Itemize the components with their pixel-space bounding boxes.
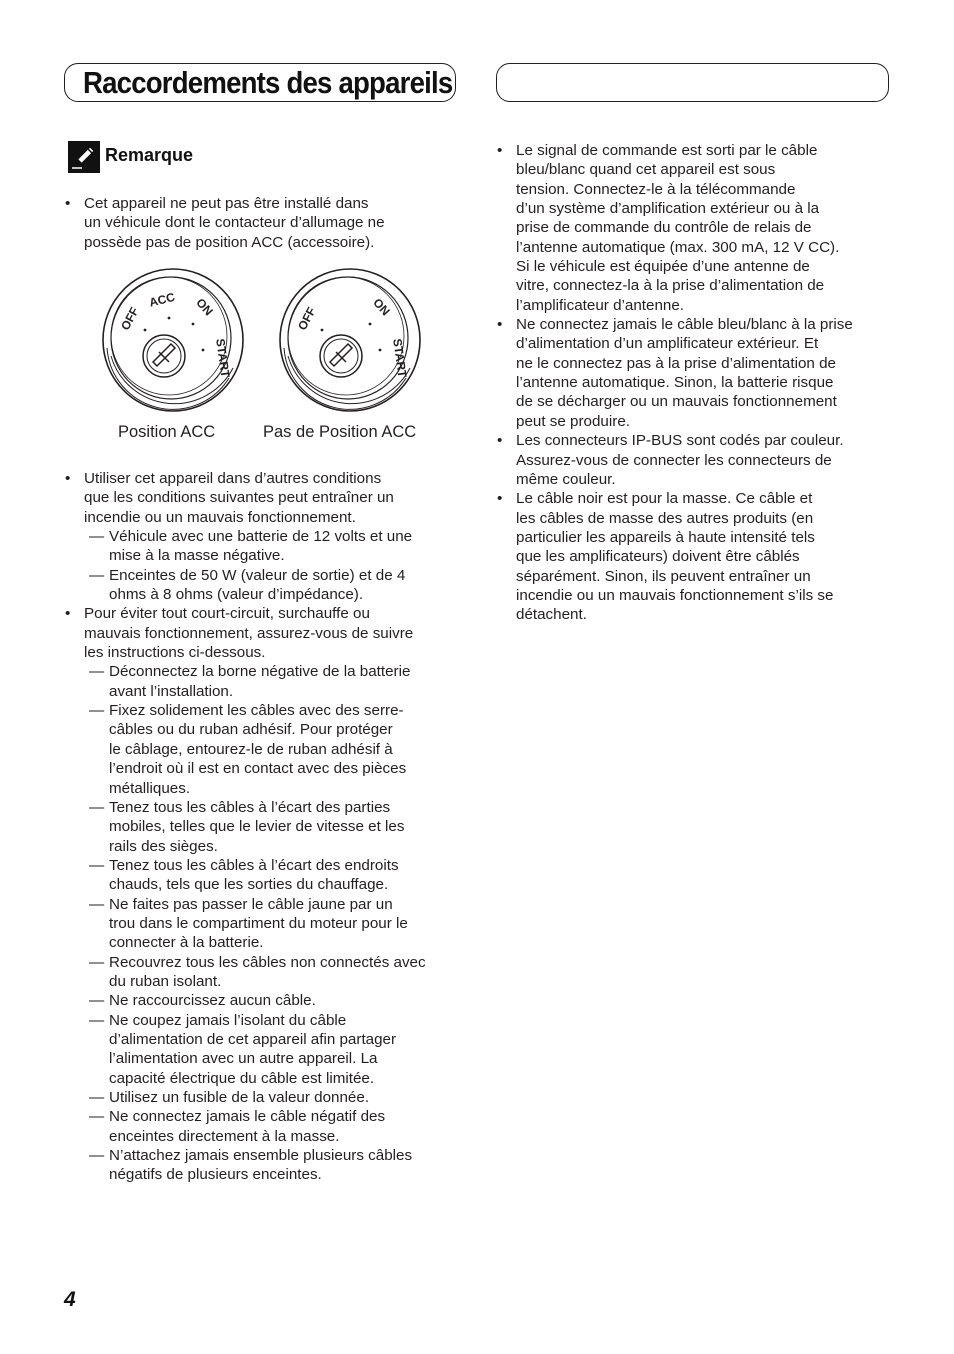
bullet-line: l’antenne automatique (max. 300 mA, 12 V CC).	[516, 238, 840, 256]
bullet-line: l’antenne automatique. Sinon, la batterie risque	[516, 374, 834, 392]
caption-no-position-acc: Pas de Position ACC	[263, 423, 417, 441]
ignition-switch-acc-figure	[101, 268, 245, 413]
bullet-line: • Utiliser cet appareil dans d’autres conditions	[65, 469, 426, 488]
bullet-line: incendie ou un mauvais fonctionnement s’ils se	[516, 586, 834, 604]
dash-line: chauds, tels que les sorties du chauffage.	[109, 876, 389, 894]
page-title: Raccordements des appareils	[83, 65, 453, 100]
bullet-line: peut se produire.	[516, 412, 630, 430]
bullet-line: un véhicule dont le contacteur d’allumage ne	[84, 214, 385, 232]
switch-label-on: ON	[370, 295, 393, 319]
bullet-line: que les amplificateurs) doivent être câblés	[516, 548, 800, 566]
dash-line: capacité électrique du câble est limitée.	[109, 1069, 375, 1087]
dash-line: ohms à 8 ohms (valeur d’impédance).	[109, 586, 364, 604]
ignition-switch-no-acc-figure	[278, 268, 422, 413]
bullet-line: • Les connecteurs IP-BUS sont codés par couleur.	[497, 431, 853, 450]
bullet-line: ne le connectez pas à la prise d’alimentation de	[516, 354, 836, 372]
bullet-line: l’amplificateur d’antenne.	[516, 296, 685, 314]
bullet-line: que les conditions suivantes peut entraîner un	[84, 489, 394, 507]
bullet-line: mauvais fonctionnement, assurez-vous de suivre	[84, 624, 414, 642]
bullet-line: de se décharger ou un mauvais fonctionnement	[516, 393, 837, 411]
dash-line: mise à la masse négative.	[109, 547, 285, 565]
bullet-line: particulier les appareils à haute intensité tels	[516, 528, 815, 546]
dash-line: — Véhicule avec une batterie de 12 volts et une	[84, 527, 426, 546]
dash-line: l’alimentation avec un autre appareil. La	[109, 1050, 378, 1068]
dash-line: du ruban isolant.	[109, 972, 222, 990]
bullet-line: • Le câble noir est pour la masse. Ce câble et	[497, 489, 853, 508]
dash-line: — Tenez tous les câbles à l’écart des endroits	[84, 856, 426, 875]
bullet-line: prise de commande du contrôle de relais de	[516, 219, 812, 237]
dash-line: rails des sièges.	[109, 837, 218, 855]
dash-line: métalliques.	[109, 779, 191, 797]
page-number: 4	[64, 1288, 76, 1311]
switch-label-on: ON	[193, 295, 216, 319]
bullet-line: Si le véhicule est équipée d’une antenne de	[516, 258, 810, 276]
dash-line: — Tenez tous les câbles à l’écart des parties	[84, 798, 426, 817]
bullet-line: • Pour éviter tout court-circuit, surchauffe ou	[65, 604, 426, 623]
bullet-line: séparément. Sinon, ils peuvent entraîner un	[516, 567, 811, 585]
dash-line: — Ne faites pas passer le câble jaune par un	[84, 895, 426, 914]
bullet-line: vitre, connectez-la à la prise d’alimentation de	[516, 277, 825, 295]
dash-line: — Ne coupez jamais l’isolant du câble	[84, 1011, 426, 1030]
caption-position-acc: Position ACC	[118, 423, 216, 441]
bullet-line: bleu/blanc quand cet appareil est sous	[516, 161, 776, 179]
dash-line: avant l’installation.	[109, 682, 234, 700]
bullet-line: • Ne connectez jamais le câble bleu/blanc à la prise	[497, 315, 853, 334]
bullet-line: détachent.	[516, 606, 587, 624]
header-empty-frame	[496, 63, 889, 102]
note-heading: Remarque	[105, 145, 194, 165]
dash-line: trou dans le compartiment du moteur pour le	[109, 914, 408, 932]
dash-line: enceintes directement à la masse.	[109, 1127, 340, 1145]
bullet-line: même couleur.	[516, 470, 616, 488]
dash-line: — N’attachez jamais ensemble plusieurs câbles	[84, 1146, 426, 1165]
right-column	[497, 141, 853, 625]
bullet-line: • Cet appareil ne peut pas être installé dans	[65, 194, 385, 213]
dash-line: négatifs de plusieurs enceintes.	[109, 1166, 322, 1184]
bullet-line: • Le signal de commande est sorti par le câble	[497, 141, 853, 160]
dash-line: mobiles, telles que le levier de vitesse et les	[109, 818, 405, 836]
bullet-line: possède pas de position ACC (accessoire).	[84, 233, 375, 251]
bullet-line: Assurez-vous de connecter les connecteurs de	[516, 451, 832, 469]
dash-line: le câblage, entourez-le de ruban adhésif à	[109, 740, 393, 758]
dash-line: câbles ou du ruban adhésif. Pour protéger	[109, 721, 393, 739]
bullet-line: d’un système d’amplification extérieur ou à la	[516, 200, 820, 218]
dash-line: — Déconnectez la borne négative de la batterie	[84, 662, 426, 681]
switch-label-off: OFF	[295, 304, 319, 333]
bullet-line: les câbles de masse des autres produits (en	[516, 509, 814, 527]
dash-line: — Ne raccourcissez aucun câble.	[84, 991, 426, 1010]
dash-line: l’endroit où il est en contact avec des pièces	[109, 760, 407, 778]
bullet-line: incendie ou un mauvais fonctionnement.	[84, 508, 356, 526]
bullet-line: tension. Connectez-le à la télécommande	[516, 180, 796, 198]
switch-label-off: OFF	[118, 304, 142, 333]
bullet-line: d’alimentation d’un amplificateur extérieur. Et	[516, 335, 819, 353]
switch-label-start: START	[390, 337, 410, 379]
dash-line: connecter à la batterie.	[109, 934, 264, 952]
left-column	[65, 194, 385, 252]
dash-line: — Recouvrez tous les câbles non connectés avec	[84, 953, 426, 972]
dash-line: — Fixez solidement les câbles avec des serre-	[84, 701, 426, 720]
dash-line: — Enceintes de 50 W (valeur de sortie) et de 4	[84, 566, 426, 585]
pencil-note-icon	[68, 141, 100, 173]
switch-label-start: START	[213, 337, 233, 379]
dash-line: — Ne connectez jamais le câble négatif des	[84, 1107, 426, 1126]
dash-line: — Utilisez un fusible de la valeur donnée.	[84, 1088, 426, 1107]
dash-line: d’alimentation de cet appareil afin partager	[109, 1030, 397, 1048]
switch-label-acc: ACC	[147, 289, 177, 310]
bullet-line: les instructions ci-dessous.	[84, 644, 266, 662]
left-column-lower	[65, 469, 426, 1185]
